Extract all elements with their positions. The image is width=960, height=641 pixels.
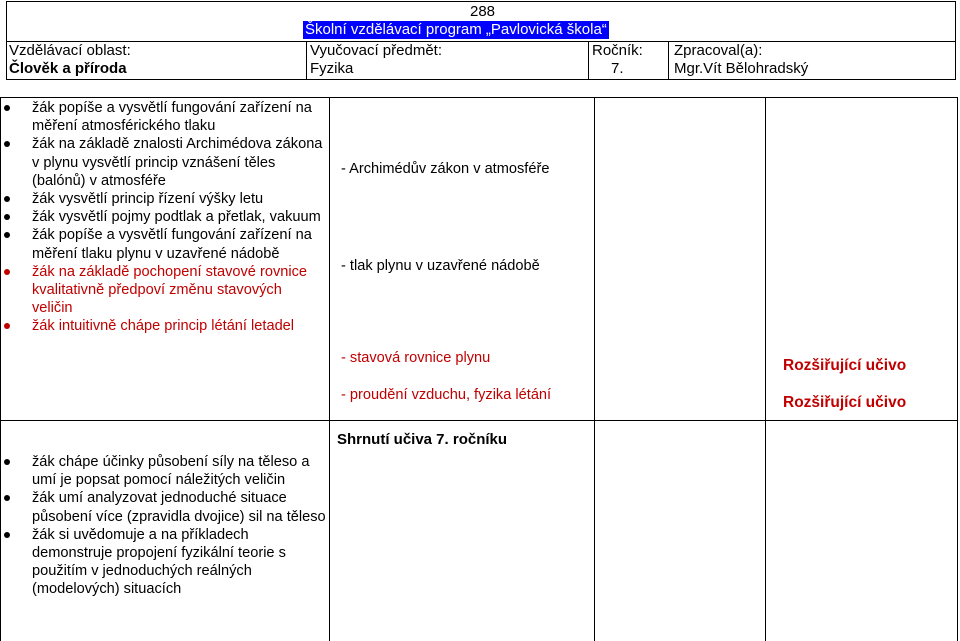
- header-top-border: [6, 1, 956, 2]
- section1-top-border: [0, 97, 958, 98]
- header-right-border: [955, 1, 956, 79]
- header-bottom-border: [6, 79, 956, 80]
- col-line-5: [957, 97, 958, 641]
- header-col-divider-3: [668, 41, 669, 79]
- header-left-border: [6, 1, 7, 79]
- extension-label-2: Rozšiřující učivo: [783, 394, 907, 411]
- objective-item: žák chápe účinky působení síly na těleso a umí je popsat pomocí náležitých veličin: [0, 453, 326, 489]
- objective-item: žák vysvětlí pojmy podtlak a přetlak, vakuum: [0, 208, 326, 226]
- curriculum-airflow: - proudění vzduchu, fyzika létání: [341, 387, 552, 403]
- col-line-2: [329, 97, 330, 641]
- extension-label-1: Rozšiřující učivo: [783, 357, 907, 374]
- curriculum-archimedes: - Archimédův zákon v atmosféře: [341, 161, 550, 177]
- col-line-4: [765, 97, 766, 641]
- subject-label: Vyučovací předmět:: [310, 42, 443, 59]
- objective-item-extension: žák intuitivně chápe princip létání letadel: [0, 317, 326, 335]
- header-row-divider: [6, 41, 956, 42]
- subject-value: Fyzika: [310, 60, 354, 77]
- objective-item-extension: žák na základě pochopení stavové rovnice kvalitativně předpoví změnu stavových veličin: [0, 263, 326, 318]
- objective-item: žák na základě znalosti Archimédova zákona v plynu vysvětlí princip vznášení těles (balónů) v atmosféře: [0, 135, 326, 190]
- col-line-3: [594, 97, 595, 641]
- objective-item: žák popíše a vysvětlí fungování zařízení na měření tlaku plynu v uzavřené nádobě: [0, 226, 326, 262]
- section-divider: [0, 420, 958, 421]
- objective-item: žák popíše a vysvětlí fungování zařízení na měření atmosférického tlaku: [0, 99, 326, 135]
- page-number: 288: [470, 3, 496, 20]
- area-label: Vzdělávací oblast:: [9, 42, 131, 59]
- summary-title: Shrnutí učiva 7. ročníku: [337, 431, 508, 448]
- curriculum-state-equation: - stavová rovnice plynu: [341, 350, 491, 366]
- section1-objectives-list: [0, 99, 326, 336]
- header-col-divider-2: [588, 41, 589, 79]
- header-col-divider-1: [306, 41, 307, 79]
- program-title: Školní vzdělávací program „Pavlovická škola“: [305, 21, 607, 38]
- curriculum-pressure: - tlak plynu v uzavřené nádobě: [341, 258, 540, 274]
- section2-objectives-list: [0, 453, 326, 599]
- author-value: Mgr.Vít Bělohradský: [674, 60, 809, 77]
- objective-item: žák si uvědomuje a na příkladech demonstruje propojení fyzikální teorie s použitím v jednoduchých reálných (modelových) situacích: [0, 526, 326, 599]
- author-label: Zpracoval(a):: [674, 42, 763, 59]
- grade-value: 7.: [611, 60, 624, 77]
- grade-label: Ročník:: [592, 42, 643, 59]
- objective-item: žák vysvětlí princip řízení výšky letu: [0, 190, 326, 208]
- objective-item: žák umí analyzovat jednoduché situace působení více (zpravidla dvojice) sil na těleso: [0, 489, 326, 525]
- area-value: Člověk a příroda: [9, 60, 127, 77]
